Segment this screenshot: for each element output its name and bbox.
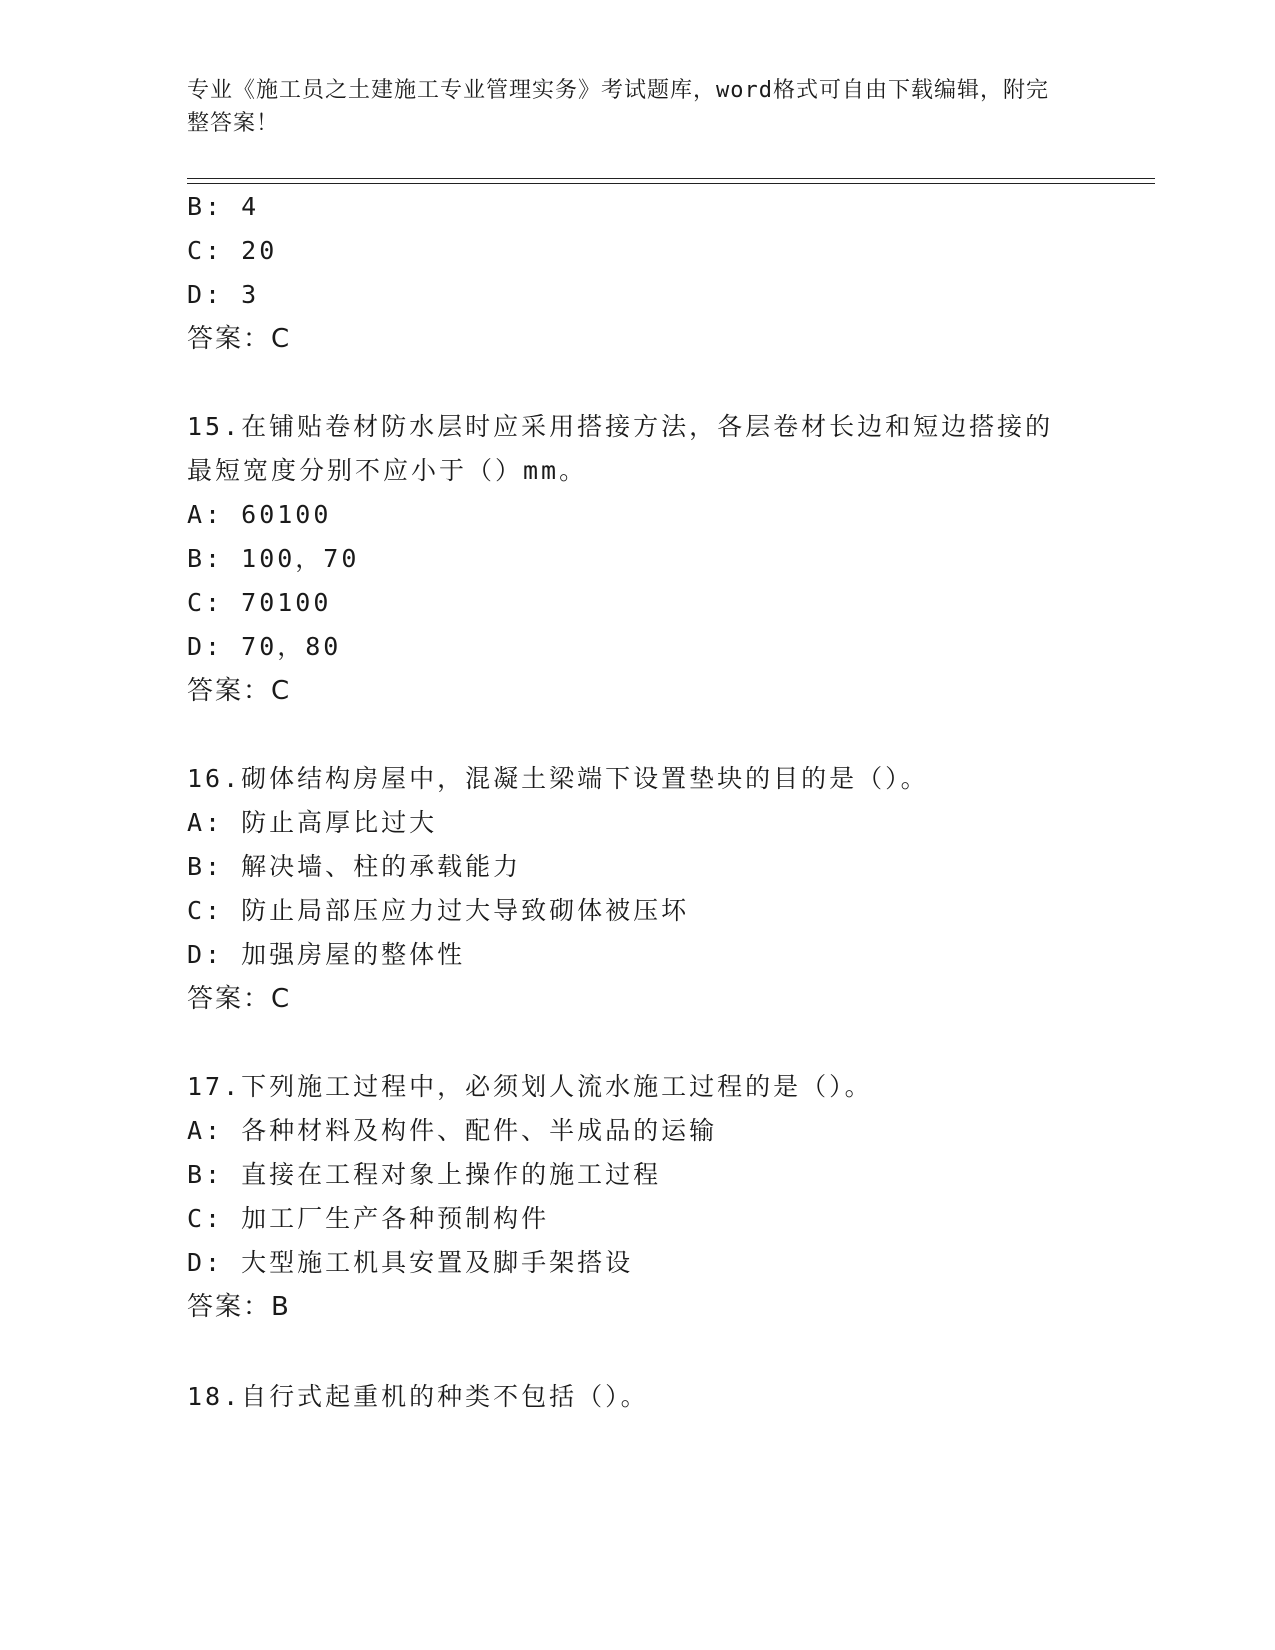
prev-option-c: C: 20	[187, 236, 278, 265]
prev-option-d: D: 3	[187, 280, 260, 309]
header-divider-top	[187, 178, 1155, 179]
q16-option-b: B: 解决墙、柱的承载能力	[187, 852, 522, 881]
q16-stem: 16.砌体结构房屋中，混凝土梁端下设置垫块的目的是（）。	[187, 764, 929, 793]
q16-option-c: C: 防止局部压应力过大导致砌体被压坏	[187, 896, 690, 925]
q16-option-d: D: 加强房屋的整体性	[187, 940, 466, 969]
q16-answer: 答案：C	[187, 984, 292, 1014]
q17-answer: 答案：B	[187, 1292, 291, 1322]
q15-option-b: B: 100，70	[187, 544, 360, 573]
q15-option-c: C: 70100	[187, 588, 332, 617]
q16-option-a: A: 防止高厚比过大	[187, 808, 438, 837]
q15-option-d: D: 70，80	[187, 632, 342, 661]
document-header: 专业《施工员之土建施工专业管理实务》考试题库，word格式可自由下载编辑，附完整答案！	[187, 78, 1049, 136]
q17-option-d: D: 大型施工机具安置及脚手架搭设	[187, 1248, 634, 1277]
q17-option-a: A: 各种材料及构件、配件、半成品的运输	[187, 1116, 718, 1145]
q17-stem: 17.下列施工过程中，必须划人流水施工过程的是（）。	[187, 1072, 873, 1101]
q15-stem-line1: 15.在铺贴卷材防水层时应采用搭接方法，各层卷材长边和短边搭接的	[187, 412, 1054, 441]
prev-answer: 答案：C	[187, 324, 292, 354]
q15-option-a: A: 60100	[187, 500, 332, 529]
q17-option-c: C: 加工厂生产各种预制构件	[187, 1204, 550, 1233]
q17-option-b: B: 直接在工程对象上操作的施工过程	[187, 1160, 662, 1189]
header-divider-bottom	[187, 183, 1155, 184]
q15-answer: 答案：C	[187, 676, 292, 706]
prev-option-b: B: 4	[187, 192, 260, 221]
q15-stem-line2: 最短宽度分别不应小于（）mm。	[187, 456, 588, 485]
q18-stem: 18.自行式起重机的种类不包括（）。	[187, 1382, 649, 1411]
